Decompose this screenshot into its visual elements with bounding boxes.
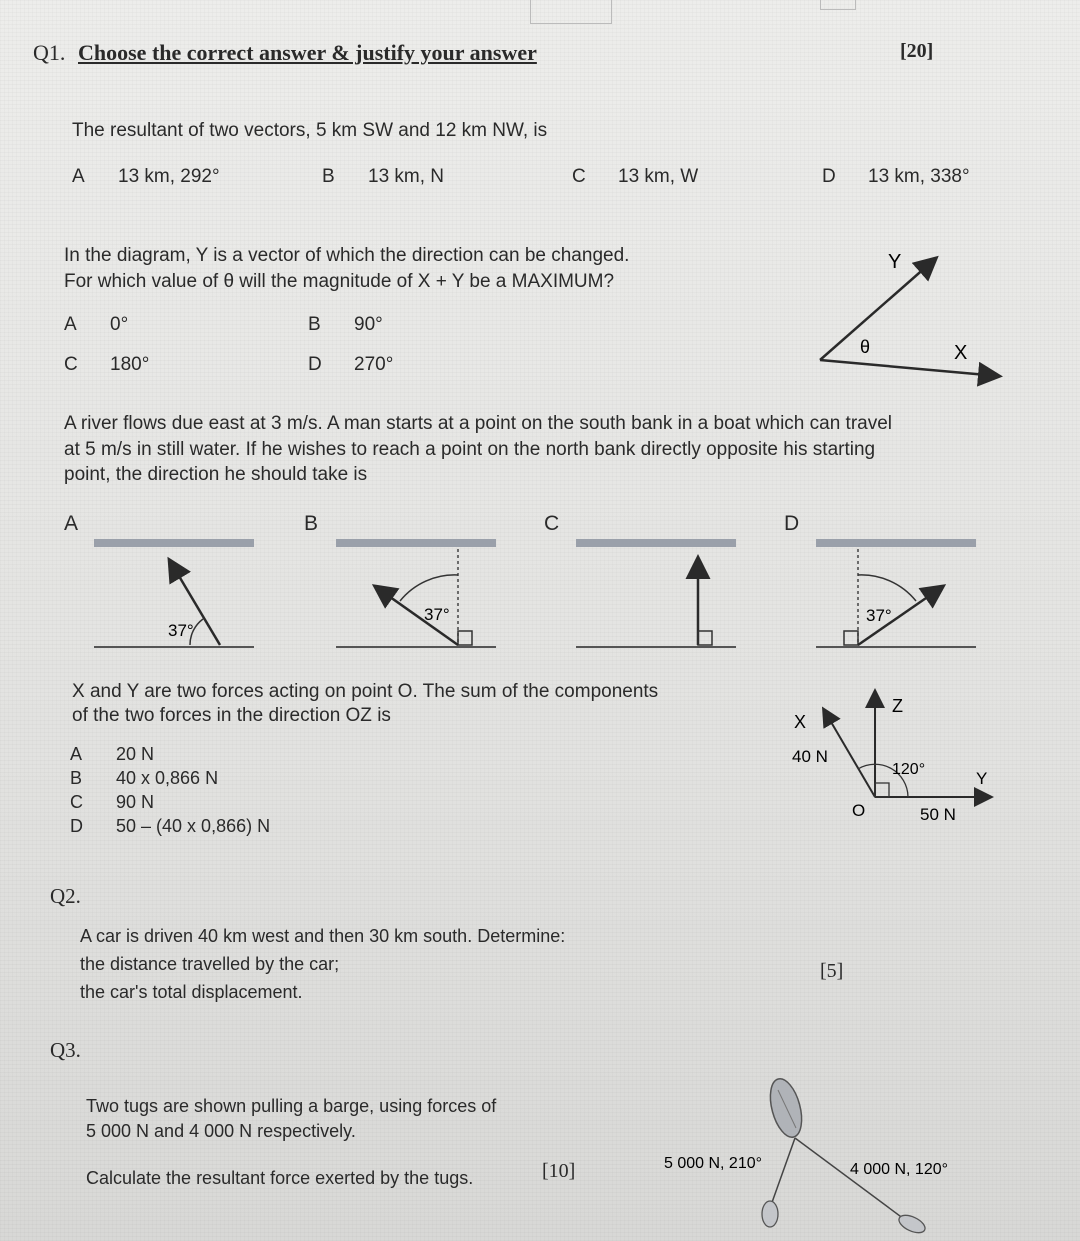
tug1-force-label: 5 000 N, 210° bbox=[664, 1155, 763, 1172]
y-label: Y bbox=[888, 251, 902, 273]
option-letter: D bbox=[822, 166, 836, 187]
q1-label: Q1. bbox=[33, 40, 66, 65]
q2-label: Q2. bbox=[50, 884, 81, 908]
angle-label: 120° bbox=[892, 761, 926, 778]
q1-item3-text-line2: at 5 m/s in still water. If he wishes to reach a point on the north bank directly opposite his starting bbox=[64, 439, 876, 460]
y-vector-arrow bbox=[820, 259, 935, 360]
xy-vector-diagram bbox=[810, 245, 1010, 390]
river-option-a-letter: A bbox=[64, 512, 79, 535]
option-text: 50 – (40 x 0,866) N bbox=[116, 816, 271, 836]
q1-item2-option-b bbox=[308, 314, 383, 336]
option-letter: A bbox=[64, 314, 77, 335]
q1-title: Choose the correct answer & justify your answer bbox=[78, 40, 537, 65]
option-letter: D bbox=[308, 354, 322, 375]
q1-item4-option-b bbox=[70, 768, 218, 789]
y-magnitude-label: 50 N bbox=[920, 805, 956, 824]
option-letter: B bbox=[322, 166, 335, 187]
river-diagram-c bbox=[572, 535, 742, 660]
option-letter: C bbox=[64, 354, 78, 375]
option-letter: B bbox=[308, 314, 321, 335]
x-label: X bbox=[954, 342, 968, 364]
option-letter: A bbox=[72, 166, 85, 187]
q1-item3-text-line1: A river flows due east at 3 m/s. A man starts at a point on the south bank in a boat which can travel bbox=[64, 413, 893, 434]
q1-item3-text-line3: point, the direction he should take is bbox=[64, 464, 368, 485]
north-bank bbox=[336, 539, 496, 547]
option-text: 13 km, N bbox=[368, 166, 445, 187]
x-magnitude-label: 40 N bbox=[792, 747, 828, 766]
tugs-barge-diagram bbox=[650, 1070, 980, 1238]
q1-item4-option-c bbox=[70, 792, 154, 813]
x-vector-arrow bbox=[820, 360, 998, 376]
option-text: 90 N bbox=[116, 792, 155, 812]
q3-label: Q3. bbox=[50, 1038, 81, 1062]
option-letter: B bbox=[70, 768, 83, 788]
tug1-icon bbox=[762, 1201, 778, 1227]
q1-item2-option-c bbox=[64, 354, 149, 376]
tug2-force-label: 4 000 N, 120° bbox=[850, 1161, 949, 1178]
q2-line2: the distance travelled by the car; bbox=[80, 954, 340, 974]
north-bank bbox=[576, 539, 736, 547]
forces-on-o-diagram bbox=[780, 682, 1000, 832]
q1-marks: [20] bbox=[900, 40, 934, 62]
right-angle-marker bbox=[875, 783, 889, 797]
right-angle-marker bbox=[458, 631, 472, 645]
tug2-icon bbox=[896, 1212, 927, 1237]
option-text: 20 N bbox=[116, 744, 155, 764]
top-cropped-box-small bbox=[820, 0, 856, 10]
option-text: 0° bbox=[110, 314, 129, 335]
q2-marks: [5] bbox=[820, 960, 844, 982]
q2-line3: the car's total displacement. bbox=[80, 982, 303, 1002]
x-force-arrow bbox=[824, 710, 875, 797]
angle-label: 37° bbox=[168, 621, 194, 640]
option-text: 13 km, 292° bbox=[118, 166, 220, 187]
angle-arc bbox=[858, 575, 916, 601]
option-letter: D bbox=[70, 816, 83, 836]
q3-marks: [10] bbox=[542, 1160, 576, 1182]
river-option-c-letter: C bbox=[544, 512, 560, 535]
q3-line2: 5 000 N and 4 000 N respectively. bbox=[86, 1121, 356, 1141]
tug1-tow-line bbox=[770, 1138, 795, 1208]
q1-item4-text-line1: X and Y are two forces acting on point O. The sum of the components bbox=[72, 681, 659, 702]
option-text: 13 km, 338° bbox=[868, 166, 970, 187]
option-letter: C bbox=[70, 792, 83, 812]
river-diagram-d bbox=[812, 535, 982, 660]
option-text: 40 x 0,866 N bbox=[116, 768, 219, 788]
river-diagram-a bbox=[90, 535, 260, 660]
z-label: Z bbox=[892, 696, 903, 716]
option-text: 270° bbox=[354, 354, 394, 375]
angle-label: 37° bbox=[424, 605, 450, 624]
q1-item1-text: The resultant of two vectors, 5 km SW and 12 km NW, is bbox=[72, 120, 548, 141]
river-option-b-letter: B bbox=[304, 512, 319, 535]
q1-item1-option-d bbox=[822, 166, 970, 188]
q1-item2-text-line2: For which value of θ will the magnitude of X + Y be a MAXIMUM? bbox=[64, 271, 615, 292]
x-label: X bbox=[794, 712, 807, 732]
q3-line1: Two tugs are shown pulling a barge, using forces of bbox=[86, 1096, 497, 1116]
q1-item2-option-d bbox=[308, 354, 393, 376]
option-letter: C bbox=[572, 166, 586, 187]
q3-line3: Calculate the resultant force exerted by the tugs. bbox=[86, 1168, 474, 1188]
origin-label: O bbox=[852, 801, 866, 820]
angle-label: 37° bbox=[866, 606, 892, 625]
option-letter: A bbox=[70, 744, 83, 764]
top-cropped-box bbox=[530, 0, 612, 24]
tug2-tow-line bbox=[795, 1138, 908, 1222]
option-text: 180° bbox=[110, 354, 150, 375]
q2-line1: A car is driven 40 km west and then 30 km south. Determine: bbox=[80, 926, 566, 946]
right-angle-marker bbox=[698, 631, 712, 645]
theta-label: θ bbox=[860, 337, 871, 357]
q1-item1-option-b bbox=[322, 166, 444, 188]
q1-item4-option-a bbox=[70, 744, 154, 765]
north-bank bbox=[816, 539, 976, 547]
right-angle-marker bbox=[844, 631, 858, 645]
option-text: 90° bbox=[354, 314, 383, 335]
angle-arc bbox=[400, 575, 458, 601]
q1-item2-text-line1: In the diagram, Y is a vector of which the direction can be changed. bbox=[64, 245, 630, 266]
option-text: 13 km, W bbox=[618, 166, 699, 187]
river-option-d-letter: D bbox=[784, 512, 800, 535]
north-bank bbox=[94, 539, 254, 547]
q1-item1-option-a bbox=[72, 166, 220, 188]
q1-item2-option-a bbox=[64, 314, 128, 336]
y-label: Y bbox=[976, 769, 988, 788]
q1-item1-option-c bbox=[572, 166, 698, 188]
q1-item4-option-d bbox=[70, 816, 270, 837]
q1-item4-text-line2: of the two forces in the direction OZ is bbox=[72, 705, 391, 726]
river-diagram-b bbox=[332, 535, 502, 660]
